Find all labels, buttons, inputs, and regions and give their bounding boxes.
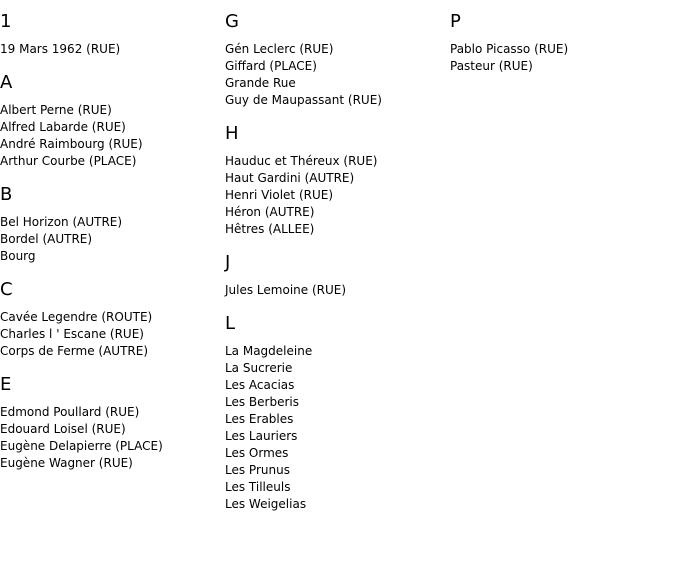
letter-heading: L <box>225 313 236 334</box>
letter-group <box>0 72 215 170</box>
letter-heading: J <box>225 252 231 273</box>
street-link[interactable]: Gén Leclerc (RUE) <box>225 42 334 56</box>
index-column <box>0 11 215 486</box>
street-list <box>0 309 215 360</box>
street-link[interactable]: Les Berberis <box>225 395 299 409</box>
letter-heading: C <box>0 279 13 300</box>
street-link[interactable]: Giffard (PLACE) <box>225 59 317 73</box>
letter-heading: E <box>0 374 12 395</box>
street-list <box>225 343 440 513</box>
letter-heading: H <box>225 123 239 144</box>
street-link[interactable]: La Sucrerie <box>225 361 293 375</box>
letter-heading: G <box>225 11 239 32</box>
street-list <box>0 214 215 265</box>
street-link[interactable]: Les Lauriers <box>225 429 298 443</box>
street-link[interactable]: Jules Lemoine (RUE) <box>225 283 347 297</box>
index-column <box>225 11 440 527</box>
street-list <box>0 404 215 472</box>
street-link[interactable]: 19 Mars 1962 (RUE) <box>0 42 121 56</box>
street-link[interactable]: Henri Violet (RUE) <box>225 188 334 202</box>
street-link[interactable]: Haut Gardini (AUTRE) <box>225 171 355 185</box>
street-list <box>0 102 215 170</box>
street-link[interactable]: Les Tilleuls <box>225 480 291 494</box>
street-list <box>225 282 440 299</box>
street-link[interactable]: André Raimbourg (RUE) <box>0 137 143 151</box>
letter-group <box>225 313 440 513</box>
street-link[interactable]: Bel Horizon (AUTRE) <box>0 215 123 229</box>
letter-group <box>0 184 215 265</box>
street-link[interactable]: Héron (AUTRE) <box>225 205 315 219</box>
street-link[interactable]: Les Prunus <box>225 463 290 477</box>
street-link[interactable]: Bordel (AUTRE) <box>0 232 93 246</box>
letter-group <box>0 374 215 472</box>
street-link[interactable]: La Magdeleine <box>225 344 313 358</box>
street-link[interactable]: Les Weigelias <box>225 497 307 511</box>
letter-heading: A <box>0 72 13 93</box>
index-column <box>450 11 665 89</box>
letter-group <box>0 279 215 360</box>
letter-heading: P <box>450 11 461 32</box>
street-link[interactable]: Grande Rue <box>225 76 296 90</box>
street-link[interactable]: Arthur Courbe (PLACE) <box>0 154 137 168</box>
street-link[interactable]: Pablo Picasso (RUE) <box>450 42 569 56</box>
letter-heading: B <box>0 184 13 205</box>
street-list <box>450 41 665 75</box>
street-link[interactable]: Cavée Legendre (ROUTE) <box>0 310 153 324</box>
street-link[interactable]: Corps de Ferme (AUTRE) <box>0 344 148 358</box>
street-link[interactable]: Les Acacias <box>225 378 295 392</box>
street-list <box>225 41 440 109</box>
street-list <box>0 41 215 58</box>
street-link[interactable]: Eugène Wagner (RUE) <box>0 456 133 470</box>
letter-group <box>225 252 440 299</box>
street-link[interactable]: Pasteur (RUE) <box>450 59 533 73</box>
street-link[interactable]: Les Erables <box>225 412 294 426</box>
street-link[interactable]: Bourg <box>0 249 36 263</box>
street-link[interactable]: Guy de Maupassant (RUE) <box>225 93 382 107</box>
street-link[interactable]: Edouard Loisel (RUE) <box>0 422 126 436</box>
letter-group <box>225 123 440 238</box>
street-link[interactable]: Hauduc et Théreux (RUE) <box>225 154 378 168</box>
street-link[interactable]: Charles l ' Escane (RUE) <box>0 327 144 341</box>
letter-heading: 1 <box>0 11 12 32</box>
street-link[interactable]: Albert Perne (RUE) <box>0 103 112 117</box>
street-link[interactable]: Hêtres (ALLEE) <box>225 222 315 236</box>
letter-group <box>0 11 215 58</box>
street-link[interactable]: Edmond Poullard (RUE) <box>0 405 140 419</box>
street-list <box>225 153 440 238</box>
street-link[interactable]: Les Ormes <box>225 446 289 460</box>
street-link[interactable]: Alfred Labarde (RUE) <box>0 120 126 134</box>
letter-group <box>225 11 440 109</box>
letter-group <box>450 11 665 75</box>
street-link[interactable]: Eugène Delapierre (PLACE) <box>0 439 163 453</box>
